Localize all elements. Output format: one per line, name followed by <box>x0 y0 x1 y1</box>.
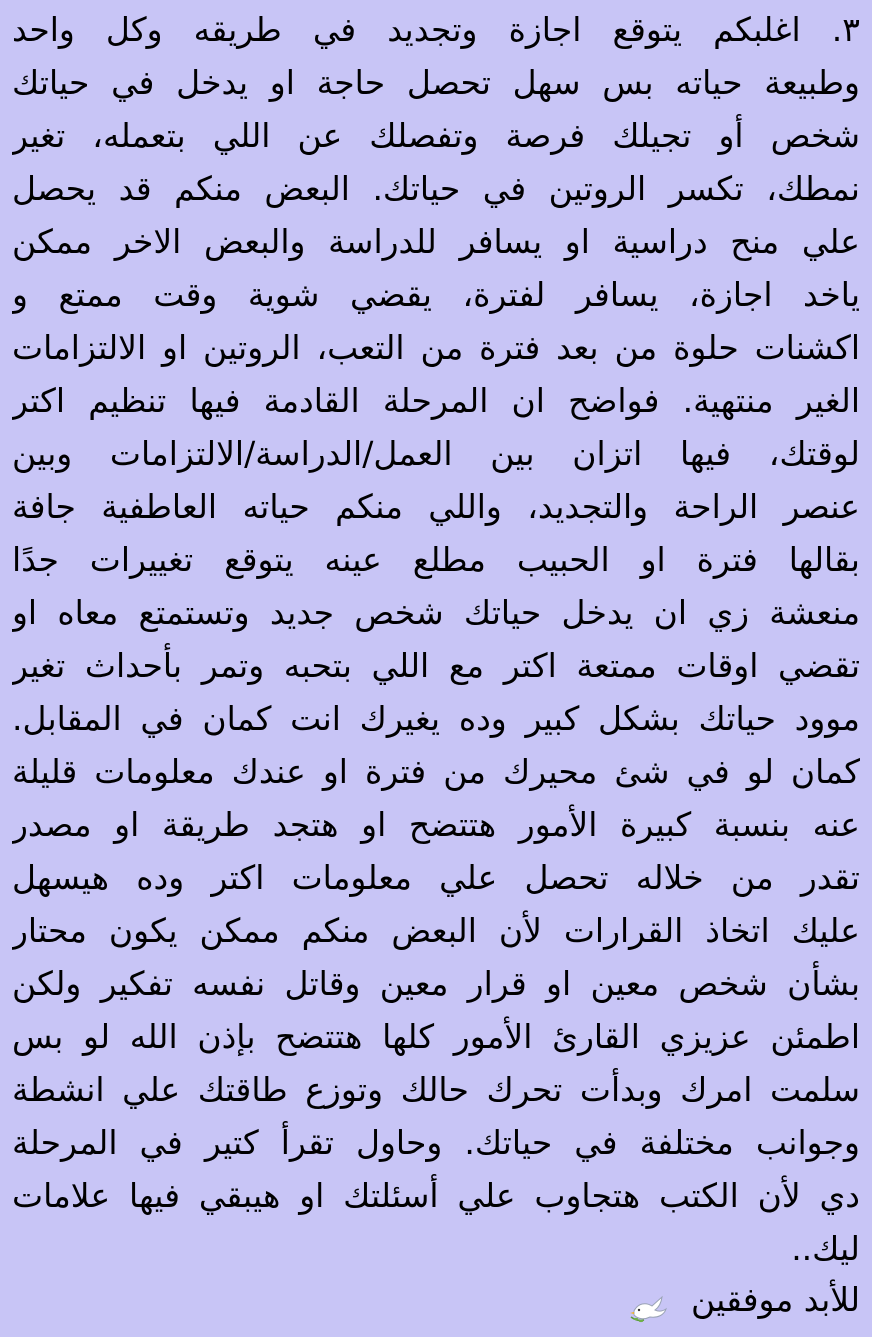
text-line-18: عليك اتخاذ القرارات لأن البعض منكم ممكن يكون محتار <box>12 911 860 950</box>
text-line-12: منعشة زي ان يدخل حياتك شخص جديد وتستمتع معاه او <box>12 593 860 632</box>
text-line-11: بقالها فترة او الحبيب مطلع عينه يتوقع تغييرات جدًا <box>12 540 860 579</box>
text-line-17: تقدر من خلاله تحصل علي معلومات اكتر وده هيسهل <box>12 858 860 897</box>
text-line-20: اطمئن عزيزي القارئ الأمور كلها هتتضح بإذن الله لو بس <box>12 1017 860 1056</box>
text-line-19: بشأن شخص معين او قرار معين وقاتل نفسه تفكير ولكن <box>12 964 860 1003</box>
text-line-10: عنصر الراحة والتجديد، واللي منكم حياته العاطفية جافة <box>12 487 860 526</box>
signoff-text: للأبد موفقين <box>690 1280 860 1319</box>
text-line-23: دي لأن الكتب هتجاوب علي أسئلتك او هيبقي فيها علامات <box>12 1176 860 1215</box>
text-line-4: نمطك، تكسر الروتين في حياتك. البعض منكم قد يحصل <box>12 169 860 208</box>
text-line-24: ليك.. <box>791 1229 860 1268</box>
dove-icon <box>628 1287 672 1317</box>
text-line-1: ٣. اغلبكم يتوقع اجازة وتجديد في طريقه وكل واحد <box>12 10 860 49</box>
text-line-5: علي منح دراسية او يسافر للدراسة والبعض الاخر ممكن <box>12 222 860 261</box>
text-line-3: شخص أو تجيلك فرصة وتفصلك عن اللي بتعمله، تغير <box>12 116 860 155</box>
text-line-7: اكشنات حلوة من بعد فترة من التعب، الروتين او الالتزامات <box>12 328 860 367</box>
text-line-21: سلمت امرك وبدأت تحرك حالك وتوزع طاقتك علي انشطة <box>12 1070 860 1109</box>
text-line-9: لوقتك، فيها اتزان بين العمل/الدراسة/الالتزامات وبين <box>12 434 860 473</box>
signoff <box>12 1275 860 1325</box>
text-line-2: وطبيعة حياته بس سهل تحصل حاجة او يدخل في حياتك <box>12 63 860 102</box>
text-line-14: موود حياتك بشكل كبير وده يغيرك انت كمان في المقابل. <box>12 699 860 738</box>
text-line-6: ياخد اجازة، يسافر لفترة، يقضي شوية وقت ممتع و <box>12 275 860 314</box>
text-line-8: الغير منتهية. فواضح ان المرحلة القادمة فيها تنظيم اكتر <box>12 381 860 420</box>
text-line-15: كمان لو في شئ محيرك من فترة او عندك معلومات قليلة <box>12 752 860 791</box>
text-line-13: تقضي اوقات ممتعة اكتر مع اللي بتحبه وتمر بأحداث تغير <box>12 646 860 685</box>
text-line-16: عنه بنسبة كبيرة الأمور هتتضح او هتجد طريقة او مصدر <box>12 805 860 844</box>
text-line-22: وجوانب مختلفة في حياتك. وحاول تقرأ كتير في المرحلة <box>12 1123 860 1162</box>
